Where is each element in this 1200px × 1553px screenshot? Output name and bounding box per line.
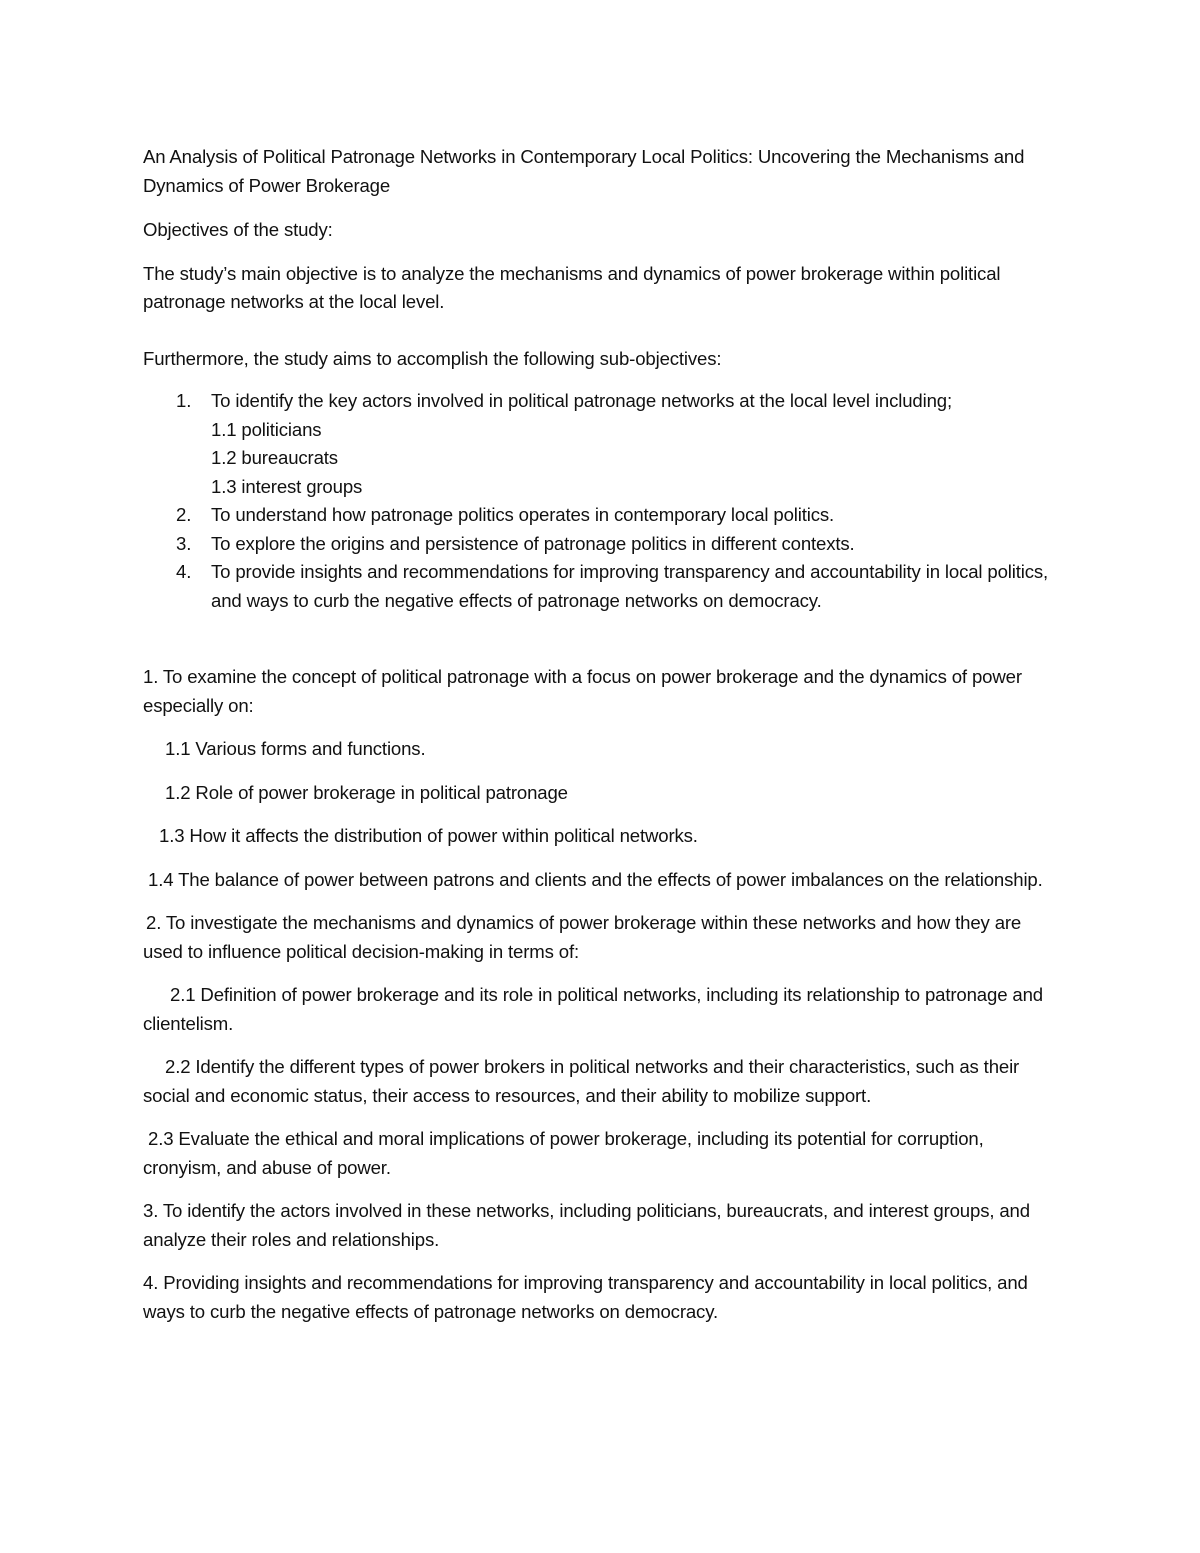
section-4-paragraph: 4. Providing insights and recommendations for improving transparency and accountability in local politics, and ways to curb the negative effects of patronage networks on democracy. — [143, 1272, 1028, 1322]
section-spacer — [143, 615, 1063, 663]
document-title: An Analysis of Political Patronage Networks in Contemporary Local Politics: Uncovering the Mechanisms and Dynamics of Power Brokerage — [143, 146, 1025, 196]
section-1-item: 1.1 Various forms and functions. — [165, 738, 426, 759]
section-1-heading: 1. To examine the concept of political patronage with a focus on power brokerage and the dynamics of power especially on: — [143, 666, 1022, 716]
section-2-heading: 2. To investigate the mechanisms and dynamics of power brokerage within these networks and how they are used to influence political decision-making in terms of: — [143, 912, 1022, 962]
nested-list — [211, 416, 1063, 502]
section-3-paragraph: 3. To identify the actors involved in these networks, including politicians, bureaucrats, and interest groups, and analyze their roles and relationships. — [143, 1200, 1030, 1250]
section-1-item: 1.3 How it affects the distribution of power within political networks. — [159, 825, 698, 846]
list-item — [143, 558, 1063, 615]
main-objective-paragraph: The study’s main objective is to analyze the mechanisms and dynamics of power brokerage within political patronage networks at the local level. — [143, 262, 1001, 312]
section-1-item: 1.4 The balance of power between patrons and clients and the effects of power imbalances on the relationship. — [148, 868, 1043, 890]
sub-objectives-list — [143, 387, 1063, 615]
nested-list-item: 1.3 interest groups — [211, 475, 363, 497]
section-1-item: 1.2 Role of power brokerage in political patronage — [165, 781, 568, 803]
list-item — [143, 501, 1063, 530]
list-item-text: To explore the origins and persistence of patronage politics in different contexts. — [211, 532, 855, 554]
document-page — [143, 143, 1063, 1341]
list-item — [143, 387, 1063, 501]
list-item-text: To identify the key actors involved in political patronage networks at the local level including; — [211, 390, 952, 411]
list-item-number: 2. — [176, 504, 192, 525]
sub-objectives-intro: Furthermore, the study aims to accomplish the following sub-objectives: — [143, 347, 722, 369]
list-item-text: To understand how patronage politics operates in contemporary local politics. — [211, 504, 835, 525]
nested-list-item: 1.1 politicians — [211, 418, 322, 440]
section-2-item: 2.1 Definition of power brokerage and its role in political networks, including its relationship to patronage and clientelism. — [143, 984, 1043, 1034]
list-item-number: 3. — [176, 532, 192, 554]
list-item-text: To provide insights and recommendations for improving transparency and accountability in local politics, and ways to curb the negative effects of patronage networks on democracy. — [211, 561, 1049, 611]
nested-list-item: 1.2 bureaucrats — [211, 447, 338, 468]
objectives-label: Objectives of the study: — [143, 219, 333, 240]
section-2-item: 2.2 Identify the different types of power brokers in political networks and their characteristics, such as their social and economic status, their access to resources, and their ability to mobilize support. — [143, 1056, 1020, 1106]
list-item-number: 4. — [176, 561, 192, 582]
section-2-item: 2.3 Evaluate the ethical and moral implications of power brokerage, including its potential for corruption, cronyism, and abuse of power. — [143, 1128, 984, 1178]
list-item — [143, 530, 1063, 559]
list-item-number: 1. — [176, 390, 192, 411]
